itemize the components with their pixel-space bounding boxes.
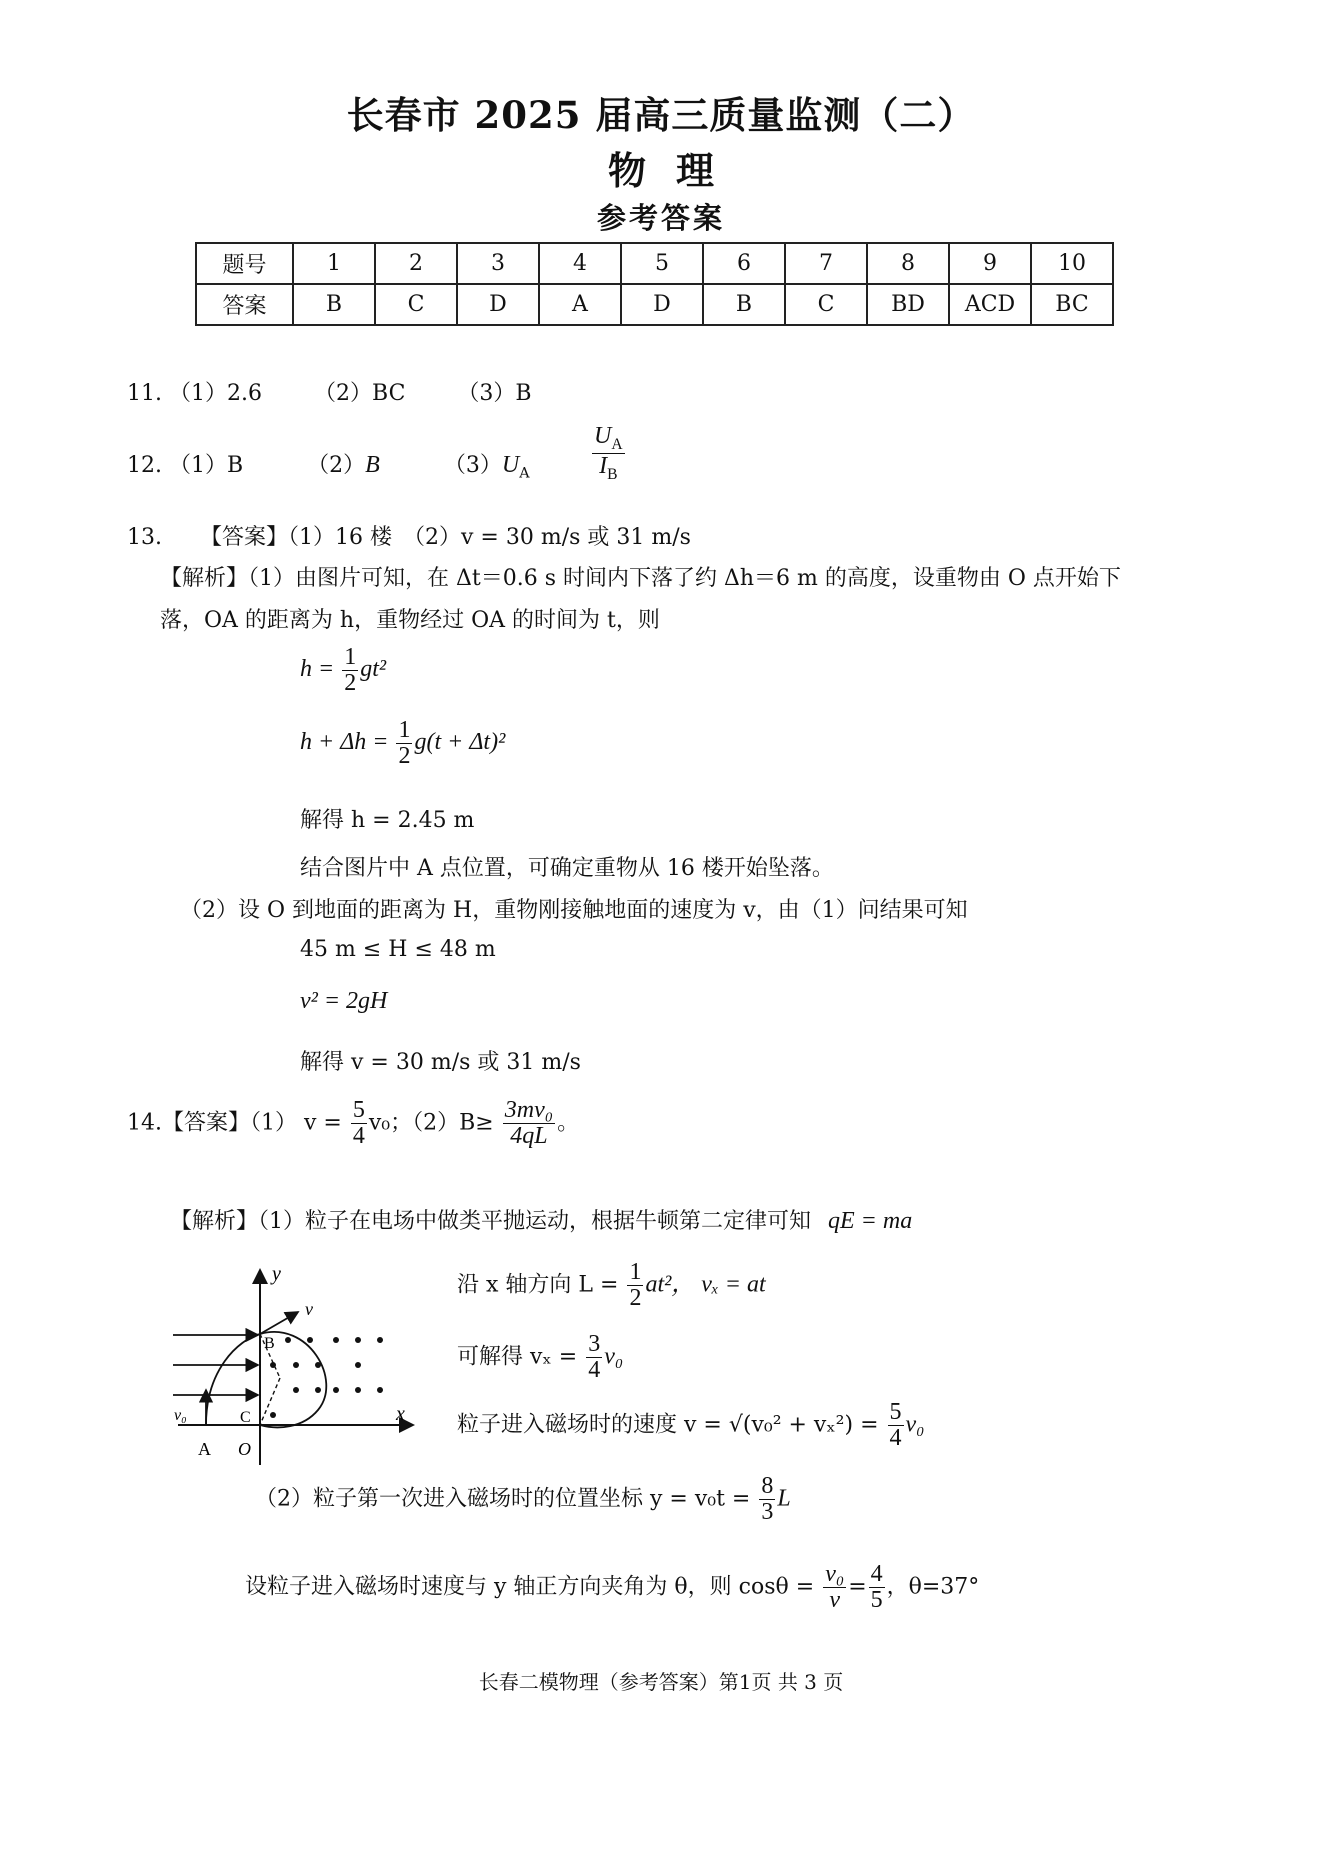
q13-equation2 [300, 718, 505, 769]
table-cell: 5 [621, 243, 703, 284]
q12-fraction [590, 424, 627, 483]
q14-part2-line [255, 1474, 791, 1525]
q13-solve1: 解得 h = 2.45 m [300, 808, 475, 833]
l1-num: 1 [629, 1259, 642, 1285]
q12-frac-num: U [594, 423, 612, 449]
q12-number: 12. [127, 453, 162, 478]
eq1-right: gt² [360, 656, 387, 683]
q12-line [127, 448, 530, 481]
c1-text: 设粒子进入磁场时速度与 y 轴正方向夹角为 θ，则 cosθ = [245, 1574, 815, 1600]
q14-angle-line [245, 1562, 979, 1613]
q12-frac-den-sub: B [607, 465, 618, 483]
l3-text: 粒子进入磁场时的速度 v = √(v₀² + vₓ²) = [457, 1412, 879, 1438]
radius-line [260, 1378, 280, 1425]
frac-den: 2 [398, 743, 411, 770]
c1-post: ，θ=37° [886, 1574, 980, 1600]
table-cell: 9 [949, 243, 1031, 284]
q13-analysis-line1 [160, 561, 1121, 592]
table-cell: B [703, 284, 785, 325]
table-cell: ACD [949, 284, 1031, 325]
eq1-left: h = [300, 656, 335, 683]
q14-analysis-eq: qE = ma [828, 1208, 913, 1234]
table-cell: 2 [375, 243, 457, 284]
q14-ans2-post: 。 [557, 1110, 580, 1136]
q14-ans2-num: 3mv₀ [504, 1097, 554, 1123]
q13-equation1 [300, 645, 386, 696]
q12-part3-sub: A [519, 465, 530, 482]
l2-text: 可解得 vₓ = [457, 1344, 578, 1370]
table-cell: B [293, 284, 375, 325]
q12-part2-prefix: （2） [307, 453, 366, 478]
x-axis-label: x [396, 1403, 405, 1425]
q14-ans1-pre: （1） v = [250, 1110, 342, 1136]
table-cell: C [785, 284, 867, 325]
answer-table [195, 242, 1114, 326]
l2-num: 3 [588, 1331, 601, 1357]
origin-label: O [238, 1439, 251, 1459]
q12-part1: （1）B [169, 453, 244, 478]
c1-d2: 5 [870, 1587, 883, 1614]
q14-analysis-tag: 【解析】 [170, 1209, 259, 1234]
page-title: 长春市 2025 届高三质量监测（二） [346, 93, 976, 137]
q12-part3-prefix: （3） [443, 453, 502, 478]
q14-line-solve-vx [457, 1332, 623, 1383]
q13-part2-line: （2）设 O 到地面的距离为 H，重物刚接触地面的速度为 v，由（1）问结果可知 [180, 898, 968, 923]
q12-frac-num-sub: A [611, 435, 623, 453]
b1-den: 3 [761, 1499, 774, 1526]
table-cell: A [539, 284, 621, 325]
v-arrow [260, 1312, 298, 1334]
c1-n1: v₀ [825, 1561, 845, 1587]
q13-number: 13. [127, 525, 162, 550]
c1-mid: = [848, 1574, 867, 1600]
q14-line-speed [457, 1400, 925, 1451]
table-cell: D [457, 284, 539, 325]
magnetic-field-dots [270, 1337, 383, 1418]
frac-num: 1 [344, 644, 357, 670]
q12-frac-den: I [599, 453, 608, 480]
q13-solve2: 解得 v = 30 m/s 或 31 m/s [300, 1050, 581, 1075]
point-a-label: A [198, 1439, 211, 1459]
v-label: v [305, 1299, 313, 1319]
reference-answer-title: 参考答案 [596, 201, 725, 235]
point-c-label: C [240, 1409, 251, 1426]
l1-den: 2 [629, 1285, 642, 1312]
table-cell: BD [867, 284, 949, 325]
q13-inequality: 45 m ≤ H ≤ 48 m [300, 937, 496, 962]
q11-part2: （2）BC [314, 381, 406, 406]
table-cell: 1 [293, 243, 375, 284]
subject-title: 物理 [607, 148, 744, 193]
l2-post: v₀ [604, 1343, 624, 1370]
q13-answer: （1）16 楼 （2）v = 30 m/s 或 31 m/s [288, 525, 691, 550]
table-row-answers [196, 284, 1113, 325]
q14-analysis-text1: （1）粒子在电场中做类平抛运动，根据牛顿第二定律可知 [258, 1209, 812, 1234]
b1-num: 8 [761, 1473, 774, 1499]
q13-analysis-line2: 落，OA 的距离为 h，重物经过 OA 的时间为 t，则 [160, 608, 660, 633]
row-label: 答案 [196, 284, 293, 325]
frac-den: 2 [344, 670, 357, 697]
eq2-left: h + Δh = [300, 729, 389, 756]
l1-text: 沿 x 轴方向 L = [457, 1272, 619, 1298]
table-cell: C [375, 284, 457, 325]
y-axis-label: y [272, 1263, 281, 1285]
field-diagram [168, 1260, 418, 1470]
q14-answer-tag: 【答案】 [162, 1110, 251, 1136]
table-cell: 6 [703, 243, 785, 284]
q14-analysis-line1 [170, 1204, 912, 1235]
eq2-right: g(t + Δt)² [414, 729, 506, 756]
table-cell: 4 [539, 243, 621, 284]
q11-number: 11. [127, 381, 162, 406]
page-footer: 长春二模物理（参考答案）第1页 共 3 页 [478, 1670, 844, 1694]
frac-num: 1 [398, 717, 411, 743]
q14-ans1-num: 5 [352, 1097, 365, 1123]
q11-part3: （3）B [457, 381, 532, 406]
q12-part2: B [365, 452, 380, 478]
b1-post: L [777, 1485, 791, 1512]
point-b-label: B [264, 1335, 275, 1352]
table-cell: D [621, 284, 703, 325]
table-row-numbers [196, 243, 1113, 284]
c1-d1: v [829, 1587, 841, 1614]
b1-text: （2）粒子第一次进入磁场时的位置坐标 y = v₀t = [255, 1486, 751, 1512]
q14-ans1-post: v₀；（2）B≥ [368, 1110, 494, 1136]
table-cell: BC [1031, 284, 1113, 325]
q12-part3: U [501, 452, 520, 478]
table-cell: 7 [785, 243, 867, 284]
l3-num: 5 [889, 1399, 902, 1425]
q11-line [127, 376, 532, 407]
q13-answer-line [127, 520, 691, 551]
q11-part1: （1）2.6 [169, 381, 262, 406]
trajectory-parabola [206, 1334, 260, 1425]
row-label: 题号 [196, 243, 293, 284]
q13-conclusion: 结合图片中 A 点位置，可确定重物从 16 楼开始坠落。 [300, 856, 834, 881]
q13-analysis-text1: （1）由图片可知，在 Δt＝0.6 s 时间内下落了约 Δh＝6 m 的高度，设重物由 O 点开始下 [248, 566, 1121, 591]
table-cell: 8 [867, 243, 949, 284]
c1-n2: 4 [870, 1561, 883, 1587]
l1-post: at²， vₓ = at [645, 1271, 766, 1298]
q14-answer-line [127, 1098, 579, 1149]
q13-answer-tag: 【答案】 [200, 525, 289, 550]
q13-equation3: v² = 2gH [300, 988, 388, 1014]
q14-ans2-den: 4qL [510, 1123, 548, 1150]
q14-number: 14. [127, 1110, 162, 1136]
l2-den: 4 [588, 1357, 601, 1384]
q13-analysis-tag: 【解析】 [160, 566, 249, 591]
l3-post: v₀ [905, 1411, 925, 1438]
q14-ans1-den: 4 [352, 1123, 365, 1150]
table-cell: 3 [457, 243, 539, 284]
v0-label: v₀ [174, 1407, 187, 1424]
l3-den: 4 [889, 1425, 902, 1452]
q14-line-x-direction [457, 1260, 766, 1311]
table-cell: 10 [1031, 243, 1113, 284]
